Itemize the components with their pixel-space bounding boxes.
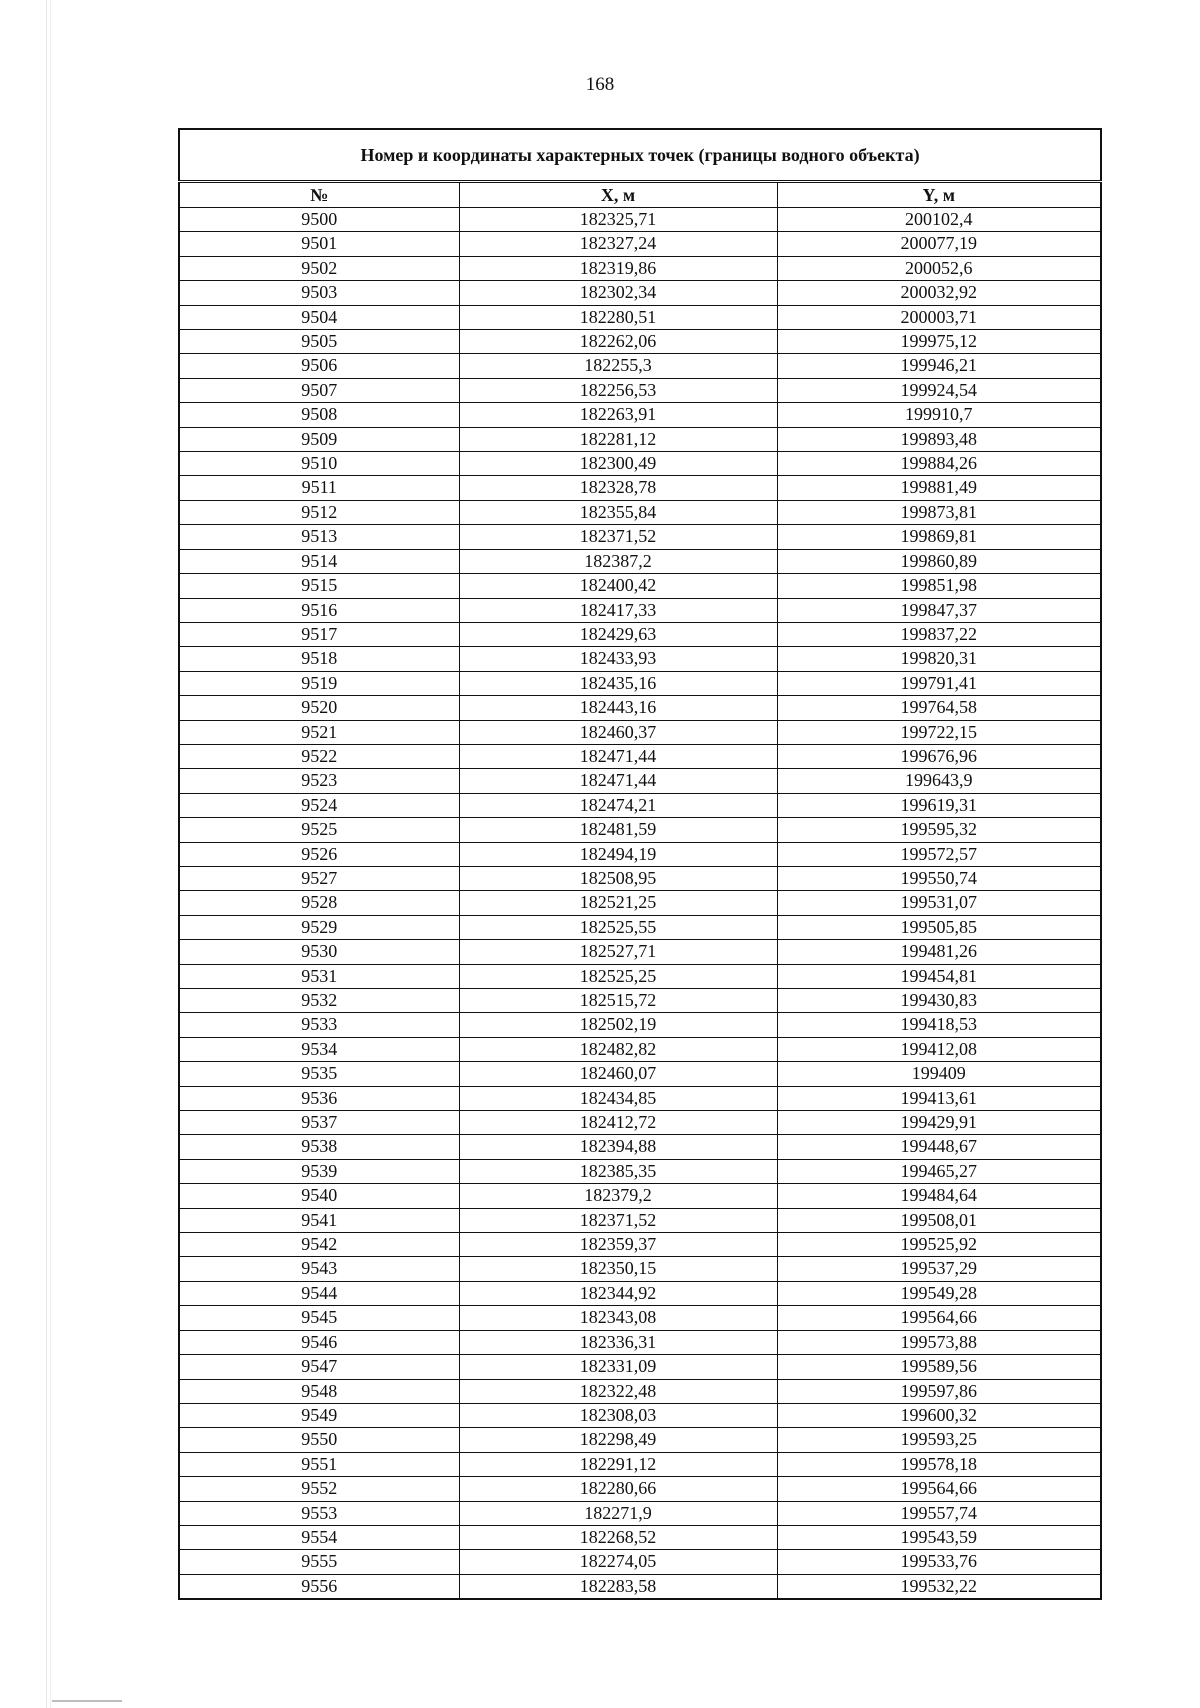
table-row: [179, 378, 1101, 402]
cell-y-coordinate: 199676,96: [777, 744, 1101, 768]
cell-x-coordinate: 182371,52: [459, 525, 777, 549]
cell-point-number: 9534: [179, 1037, 459, 1061]
cell-x-coordinate: 182322,48: [459, 1379, 777, 1403]
cell-x-coordinate: 182433,93: [459, 647, 777, 671]
cell-x-coordinate: 182371,52: [459, 1208, 777, 1232]
table-caption: Номер и координаты характерных точек (границы водного объекта): [179, 129, 1101, 182]
cell-y-coordinate: 199924,54: [777, 378, 1101, 402]
cell-point-number: 9501: [179, 232, 459, 256]
table-row: [179, 1159, 1101, 1183]
table-row: [179, 696, 1101, 720]
cell-y-coordinate: 199851,98: [777, 574, 1101, 598]
cell-y-coordinate: 199448,67: [777, 1135, 1101, 1159]
table-row: [179, 1184, 1101, 1208]
cell-y-coordinate: 199533,76: [777, 1550, 1101, 1574]
cell-point-number: 9515: [179, 574, 459, 598]
cell-x-coordinate: 182434,85: [459, 1086, 777, 1110]
cell-y-coordinate: 199764,58: [777, 696, 1101, 720]
table-row: [179, 525, 1101, 549]
cell-x-coordinate: 182385,35: [459, 1159, 777, 1183]
cell-x-coordinate: 182280,51: [459, 305, 777, 329]
cell-point-number: 9553: [179, 1501, 459, 1525]
cell-y-coordinate: 199860,89: [777, 549, 1101, 573]
table-row: [179, 476, 1101, 500]
cell-y-coordinate: 199589,56: [777, 1355, 1101, 1379]
table-row: [179, 671, 1101, 695]
table-row: [179, 1013, 1101, 1037]
table-row: [179, 598, 1101, 622]
table-row: [179, 720, 1101, 744]
cell-x-coordinate: 182494,19: [459, 842, 777, 866]
cell-point-number: 9504: [179, 305, 459, 329]
cell-x-coordinate: 182271,9: [459, 1501, 777, 1525]
table-row: [179, 744, 1101, 768]
cell-x-coordinate: 182327,24: [459, 232, 777, 256]
table-row: [179, 1403, 1101, 1427]
cell-point-number: 9502: [179, 256, 459, 280]
cell-y-coordinate: 199412,08: [777, 1037, 1101, 1061]
cell-y-coordinate: 200003,71: [777, 305, 1101, 329]
table-row: [179, 1037, 1101, 1061]
table-row: [179, 793, 1101, 817]
cell-y-coordinate: 200032,92: [777, 281, 1101, 305]
scan-edge-line: [46, 0, 47, 1708]
cell-x-coordinate: 182343,08: [459, 1306, 777, 1330]
cell-y-coordinate: 200102,4: [777, 208, 1101, 232]
cell-x-coordinate: 182281,12: [459, 427, 777, 451]
table-row: [179, 989, 1101, 1013]
cell-y-coordinate: 199884,26: [777, 452, 1101, 476]
cell-x-coordinate: 182417,33: [459, 598, 777, 622]
cell-x-coordinate: 182331,09: [459, 1355, 777, 1379]
cell-x-coordinate: 182263,91: [459, 403, 777, 427]
table-row: [179, 427, 1101, 451]
cell-point-number: 9510: [179, 452, 459, 476]
cell-point-number: 9521: [179, 720, 459, 744]
table-row: [179, 769, 1101, 793]
table-row: [179, 500, 1101, 524]
cell-x-coordinate: 182435,16: [459, 671, 777, 695]
cell-y-coordinate: 199910,7: [777, 403, 1101, 427]
cell-point-number: 9548: [179, 1379, 459, 1403]
cell-y-coordinate: 199525,92: [777, 1233, 1101, 1257]
cell-x-coordinate: 182482,82: [459, 1037, 777, 1061]
cell-x-coordinate: 182280,66: [459, 1477, 777, 1501]
cell-y-coordinate: 199573,88: [777, 1330, 1101, 1354]
table-row: [179, 1281, 1101, 1305]
cell-x-coordinate: 182525,55: [459, 915, 777, 939]
cell-point-number: 9529: [179, 915, 459, 939]
cell-point-number: 9527: [179, 866, 459, 890]
table-row: [179, 1452, 1101, 1476]
table-row: [179, 574, 1101, 598]
cell-x-coordinate: 182387,2: [459, 549, 777, 573]
table-row: [179, 1525, 1101, 1549]
cell-y-coordinate: 199429,91: [777, 1111, 1101, 1135]
cell-point-number: 9547: [179, 1355, 459, 1379]
table-row: [179, 1355, 1101, 1379]
table-row: [179, 1501, 1101, 1525]
cell-x-coordinate: 182319,86: [459, 256, 777, 280]
cell-y-coordinate: 199549,28: [777, 1281, 1101, 1305]
cell-point-number: 9513: [179, 525, 459, 549]
cell-x-coordinate: 182325,71: [459, 208, 777, 232]
cell-point-number: 9519: [179, 671, 459, 695]
cell-point-number: 9542: [179, 1233, 459, 1257]
cell-y-coordinate: 199550,74: [777, 866, 1101, 890]
cell-x-coordinate: 182336,31: [459, 1330, 777, 1354]
table-row: [179, 1428, 1101, 1452]
cell-y-coordinate: 199619,31: [777, 793, 1101, 817]
scan-edge-line-faint: [50, 0, 51, 1708]
cell-point-number: 9518: [179, 647, 459, 671]
cell-point-number: 9554: [179, 1525, 459, 1549]
table-row: [179, 915, 1101, 939]
cell-point-number: 9537: [179, 1111, 459, 1135]
cell-y-coordinate: 199946,21: [777, 354, 1101, 378]
cell-y-coordinate: 199869,81: [777, 525, 1101, 549]
table-row: [179, 281, 1101, 305]
cell-y-coordinate: 199572,57: [777, 842, 1101, 866]
cell-x-coordinate: 182521,25: [459, 891, 777, 915]
cell-y-coordinate: 199881,49: [777, 476, 1101, 500]
table-caption-row: [179, 129, 1101, 182]
cell-x-coordinate: 182268,52: [459, 1525, 777, 1549]
cell-y-coordinate: 199791,41: [777, 671, 1101, 695]
coordinates-table: [178, 128, 1102, 1600]
cell-point-number: 9541: [179, 1208, 459, 1232]
cell-x-coordinate: 182471,44: [459, 769, 777, 793]
cell-y-coordinate: 199537,29: [777, 1257, 1101, 1281]
cell-point-number: 9530: [179, 940, 459, 964]
cell-point-number: 9514: [179, 549, 459, 573]
cell-point-number: 9520: [179, 696, 459, 720]
cell-point-number: 9552: [179, 1477, 459, 1501]
cell-x-coordinate: 182502,19: [459, 1013, 777, 1037]
table-row: [179, 330, 1101, 354]
cell-y-coordinate: 199820,31: [777, 647, 1101, 671]
cell-y-coordinate: 199465,27: [777, 1159, 1101, 1183]
cell-y-coordinate: 199481,26: [777, 940, 1101, 964]
cell-point-number: 9555: [179, 1550, 459, 1574]
cell-x-coordinate: 182308,03: [459, 1403, 777, 1427]
cell-point-number: 9507: [179, 378, 459, 402]
cell-y-coordinate: 199722,15: [777, 720, 1101, 744]
cell-y-coordinate: 199837,22: [777, 622, 1101, 646]
cell-point-number: 9532: [179, 989, 459, 1013]
cell-y-coordinate: 200052,6: [777, 256, 1101, 280]
cell-point-number: 9526: [179, 842, 459, 866]
table-row: [179, 1208, 1101, 1232]
cell-y-coordinate: 200077,19: [777, 232, 1101, 256]
cell-x-coordinate: 182291,12: [459, 1452, 777, 1476]
table-row: [179, 1233, 1101, 1257]
cell-y-coordinate: 199893,48: [777, 427, 1101, 451]
table-row: [179, 452, 1101, 476]
cell-y-coordinate: 199508,01: [777, 1208, 1101, 1232]
cell-point-number: 9512: [179, 500, 459, 524]
table-row: [179, 964, 1101, 988]
cell-x-coordinate: 182460,37: [459, 720, 777, 744]
table-header-row: [179, 182, 1101, 208]
cell-x-coordinate: 182344,92: [459, 1281, 777, 1305]
table-row: [179, 1379, 1101, 1403]
cell-y-coordinate: 199600,32: [777, 1403, 1101, 1427]
table-row: [179, 1550, 1101, 1574]
table-row: [179, 1330, 1101, 1354]
table-row: [179, 403, 1101, 427]
cell-point-number: 9525: [179, 818, 459, 842]
cell-point-number: 9506: [179, 354, 459, 378]
cell-y-coordinate: 199564,66: [777, 1306, 1101, 1330]
cell-point-number: 9551: [179, 1452, 459, 1476]
cell-point-number: 9503: [179, 281, 459, 305]
cell-point-number: 9511: [179, 476, 459, 500]
cell-x-coordinate: 182400,42: [459, 574, 777, 598]
table-row: [179, 1306, 1101, 1330]
cell-y-coordinate: 199847,37: [777, 598, 1101, 622]
table-row: [179, 891, 1101, 915]
cell-y-coordinate: 199975,12: [777, 330, 1101, 354]
table-row: [179, 1574, 1101, 1599]
cell-y-coordinate: 199557,74: [777, 1501, 1101, 1525]
cell-x-coordinate: 182355,84: [459, 500, 777, 524]
cell-point-number: 9533: [179, 1013, 459, 1037]
cell-point-number: 9516: [179, 598, 459, 622]
table-row: [179, 1257, 1101, 1281]
cell-x-coordinate: 182302,34: [459, 281, 777, 305]
table-row: [179, 818, 1101, 842]
cell-point-number: 9531: [179, 964, 459, 988]
cell-x-coordinate: 182359,37: [459, 1233, 777, 1257]
cell-point-number: 9509: [179, 427, 459, 451]
cell-x-coordinate: 182256,53: [459, 378, 777, 402]
cell-y-coordinate: 199505,85: [777, 915, 1101, 939]
cell-x-coordinate: 182443,16: [459, 696, 777, 720]
cell-y-coordinate: 199430,83: [777, 989, 1101, 1013]
cell-x-coordinate: 182283,58: [459, 1574, 777, 1599]
cell-x-coordinate: 182298,49: [459, 1428, 777, 1452]
cell-y-coordinate: 199873,81: [777, 500, 1101, 524]
table-row: [179, 256, 1101, 280]
cell-x-coordinate: 182255,3: [459, 354, 777, 378]
cell-x-coordinate: 182508,95: [459, 866, 777, 890]
cell-y-coordinate: 199454,81: [777, 964, 1101, 988]
coordinates-table-container: [178, 128, 1100, 1600]
column-header-number: №: [179, 182, 459, 208]
cell-point-number: 9540: [179, 1184, 459, 1208]
cell-point-number: 9500: [179, 208, 459, 232]
cell-point-number: 9508: [179, 403, 459, 427]
cell-y-coordinate: 199532,22: [777, 1574, 1101, 1599]
cell-x-coordinate: 182328,78: [459, 476, 777, 500]
cell-point-number: 9528: [179, 891, 459, 915]
cell-x-coordinate: 182515,72: [459, 989, 777, 1013]
cell-point-number: 9544: [179, 1281, 459, 1305]
cell-y-coordinate: 199409: [777, 1062, 1101, 1086]
cell-y-coordinate: 199564,66: [777, 1477, 1101, 1501]
cell-x-coordinate: 182274,05: [459, 1550, 777, 1574]
cell-point-number: 9556: [179, 1574, 459, 1599]
table-row: [179, 842, 1101, 866]
cell-y-coordinate: 199643,9: [777, 769, 1101, 793]
column-header-x: X, м: [459, 182, 777, 208]
table-row: [179, 305, 1101, 329]
table-row: [179, 866, 1101, 890]
cell-x-coordinate: 182350,15: [459, 1257, 777, 1281]
table-row: [179, 1111, 1101, 1135]
cell-y-coordinate: 199593,25: [777, 1428, 1101, 1452]
cell-point-number: 9546: [179, 1330, 459, 1354]
cell-x-coordinate: 182527,71: [459, 940, 777, 964]
cell-point-number: 9524: [179, 793, 459, 817]
cell-point-number: 9522: [179, 744, 459, 768]
scan-bottom-mark: [52, 1700, 122, 1702]
cell-y-coordinate: 199595,32: [777, 818, 1101, 842]
cell-y-coordinate: 199578,18: [777, 1452, 1101, 1476]
column-header-y: Y, м: [777, 182, 1101, 208]
cell-x-coordinate: 182300,49: [459, 452, 777, 476]
cell-y-coordinate: 199484,64: [777, 1184, 1101, 1208]
cell-point-number: 9505: [179, 330, 459, 354]
table-row: [179, 1062, 1101, 1086]
table-row: [179, 1477, 1101, 1501]
cell-point-number: 9517: [179, 622, 459, 646]
cell-y-coordinate: 199597,86: [777, 1379, 1101, 1403]
cell-x-coordinate: 182471,44: [459, 744, 777, 768]
table-row: [179, 622, 1101, 646]
table-row: [179, 1135, 1101, 1159]
cell-x-coordinate: 182262,06: [459, 330, 777, 354]
cell-y-coordinate: 199418,53: [777, 1013, 1101, 1037]
table-row: [179, 1086, 1101, 1110]
cell-y-coordinate: 199531,07: [777, 891, 1101, 915]
cell-point-number: 9543: [179, 1257, 459, 1281]
cell-point-number: 9550: [179, 1428, 459, 1452]
cell-x-coordinate: 182379,2: [459, 1184, 777, 1208]
cell-x-coordinate: 182460,07: [459, 1062, 777, 1086]
cell-point-number: 9523: [179, 769, 459, 793]
table-row: [179, 208, 1101, 232]
cell-x-coordinate: 182481,59: [459, 818, 777, 842]
cell-point-number: 9549: [179, 1403, 459, 1427]
table-row: [179, 354, 1101, 378]
table-row: [179, 940, 1101, 964]
cell-point-number: 9535: [179, 1062, 459, 1086]
cell-x-coordinate: 182429,63: [459, 622, 777, 646]
table-row: [179, 647, 1101, 671]
cell-x-coordinate: 182474,21: [459, 793, 777, 817]
cell-x-coordinate: 182525,25: [459, 964, 777, 988]
cell-point-number: 9545: [179, 1306, 459, 1330]
page-number: 168: [585, 74, 615, 95]
cell-x-coordinate: 182394,88: [459, 1135, 777, 1159]
cell-y-coordinate: 199543,59: [777, 1525, 1101, 1549]
cell-point-number: 9539: [179, 1159, 459, 1183]
cell-point-number: 9538: [179, 1135, 459, 1159]
cell-y-coordinate: 199413,61: [777, 1086, 1101, 1110]
cell-x-coordinate: 182412,72: [459, 1111, 777, 1135]
table-body: [179, 208, 1101, 1600]
table-row: [179, 549, 1101, 573]
table-row: [179, 232, 1101, 256]
cell-point-number: 9536: [179, 1086, 459, 1110]
